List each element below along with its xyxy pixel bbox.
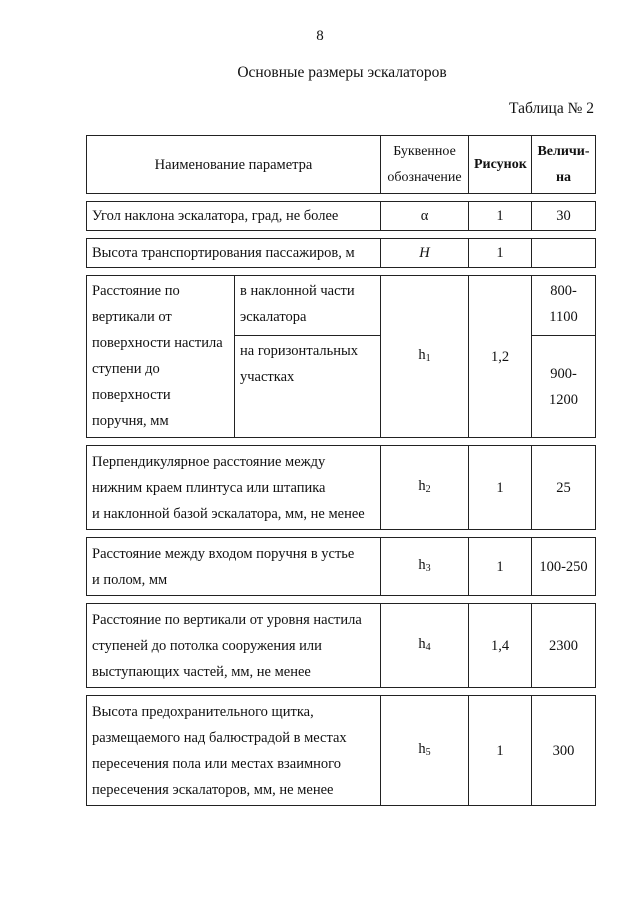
header-value-line1: Величи- [537, 143, 590, 159]
row5-letter [381, 538, 469, 596]
header-letter [381, 136, 469, 194]
row3-value-a [532, 276, 596, 336]
row3-sub-b-line: на горизонтальных [240, 343, 358, 359]
table-row [87, 202, 596, 231]
row1-value: 30 [532, 202, 596, 231]
header-name: Наименование параметра [87, 136, 381, 194]
row6-letter-sub: 4 [425, 641, 431, 653]
row3-value-b [532, 336, 596, 438]
row3-sub-a-line: эскалатора [240, 309, 307, 325]
row3-value-b-line: 1200 [549, 391, 578, 408]
row5-value: 100-250 [532, 538, 596, 596]
row3-name-line: поручня, мм [92, 413, 169, 429]
header-value [532, 136, 596, 194]
row6-name-line: выступающих частей, мм, не менее [92, 663, 311, 680]
table-row [87, 538, 596, 596]
document-title: Основные размеры эскалаторов [237, 64, 447, 81]
row6-letter-base: h [418, 635, 426, 652]
row3-letter [381, 276, 469, 438]
header-figure: Рисунок [469, 136, 532, 194]
row3-figure: 1,2 [469, 276, 532, 438]
row6-name-line: ступеней до потолка сооружения или [92, 637, 322, 654]
row4-letter [381, 446, 469, 530]
table-row [87, 239, 596, 268]
row1-figure: 1 [469, 202, 532, 231]
row2-value [532, 239, 596, 268]
table-row [87, 696, 596, 806]
table-row [87, 604, 596, 688]
row3-value-a-line: 1100 [549, 309, 578, 325]
row5-figure: 1 [469, 538, 532, 596]
row4-name [87, 446, 381, 530]
row5-name-line: Расстояние между входом поручня в устье [92, 545, 355, 562]
row7-name-line: пересечения пола или местах взаимного [92, 755, 341, 772]
row4-letter-base: h [418, 477, 426, 494]
table-header-row [87, 136, 596, 194]
row7-letter [381, 696, 469, 806]
row1-letter: α [381, 202, 469, 231]
row3-sub-a-line: в наклонной части [240, 283, 355, 299]
row3-name-line: поверхности [92, 387, 171, 403]
row6-figure: 1,4 [469, 604, 532, 688]
row2-name: Высота транспортирования пассажиров, м [87, 239, 381, 268]
row3-sub-a [235, 276, 381, 336]
row3-letter-base: h [418, 346, 426, 363]
row3-name-line: вертикали от [92, 309, 172, 325]
row4-name-line: Перпендикулярное расстояние между [92, 453, 326, 470]
row3-name-line: ступени до [92, 361, 160, 377]
row3-name [87, 276, 235, 438]
row7-letter-base: h [418, 740, 426, 757]
row4-letter-sub: 2 [425, 483, 431, 495]
row5-letter-base: h [418, 556, 426, 573]
row3-name-line: поверхности настила [92, 335, 223, 351]
row4-name-line: нижним краем плинтуса или штапика [92, 479, 326, 496]
row6-letter [381, 604, 469, 688]
row3-letter-sub: 1 [425, 352, 431, 364]
table-row [87, 446, 596, 530]
row5-name-line: и полом, мм [92, 571, 168, 588]
table-row [87, 276, 596, 336]
row2-figure: 1 [469, 239, 532, 268]
row5-name [87, 538, 381, 596]
row2-letter: H [381, 239, 469, 268]
row4-name-line: и наклонной базой эскалатора, мм, не менее [92, 505, 365, 522]
row1-name: Угол наклона эскалатора, град, не более [87, 202, 381, 231]
header-value-line2: на [555, 169, 572, 185]
row7-name-line: пересечения эскалаторов, мм, не менее [92, 781, 334, 798]
row7-letter-sub: 5 [425, 746, 431, 758]
row6-name [87, 604, 381, 688]
row6-value: 2300 [532, 604, 596, 688]
dimensions-table [86, 135, 596, 806]
row7-name-line: Высота предохранительного щитка, [92, 703, 314, 720]
row4-figure: 1 [469, 446, 532, 530]
row4-value: 25 [532, 446, 596, 530]
row3-name-line: Расстояние по [92, 283, 180, 299]
row7-name-line: размещаемого над балюстрадой в местах [92, 729, 347, 746]
row7-value: 300 [532, 696, 596, 806]
row3-value-b-line: 900- [550, 365, 577, 382]
row7-figure: 1 [469, 696, 532, 806]
row5-letter-sub: 3 [425, 562, 431, 574]
row3-sub-b-line: участках [240, 369, 295, 385]
row3-value-a-line: 800- [550, 283, 577, 299]
row3-sub-b [235, 336, 381, 438]
row7-name [87, 696, 381, 806]
header-letter-line2: обозначение [387, 169, 462, 185]
row6-name-line: Расстояние по вертикали от уровня настила [92, 611, 362, 628]
page-number: 8 [316, 28, 324, 44]
table-number: Таблица № 2 [509, 100, 594, 117]
header-letter-line1: Буквенное [393, 143, 456, 159]
